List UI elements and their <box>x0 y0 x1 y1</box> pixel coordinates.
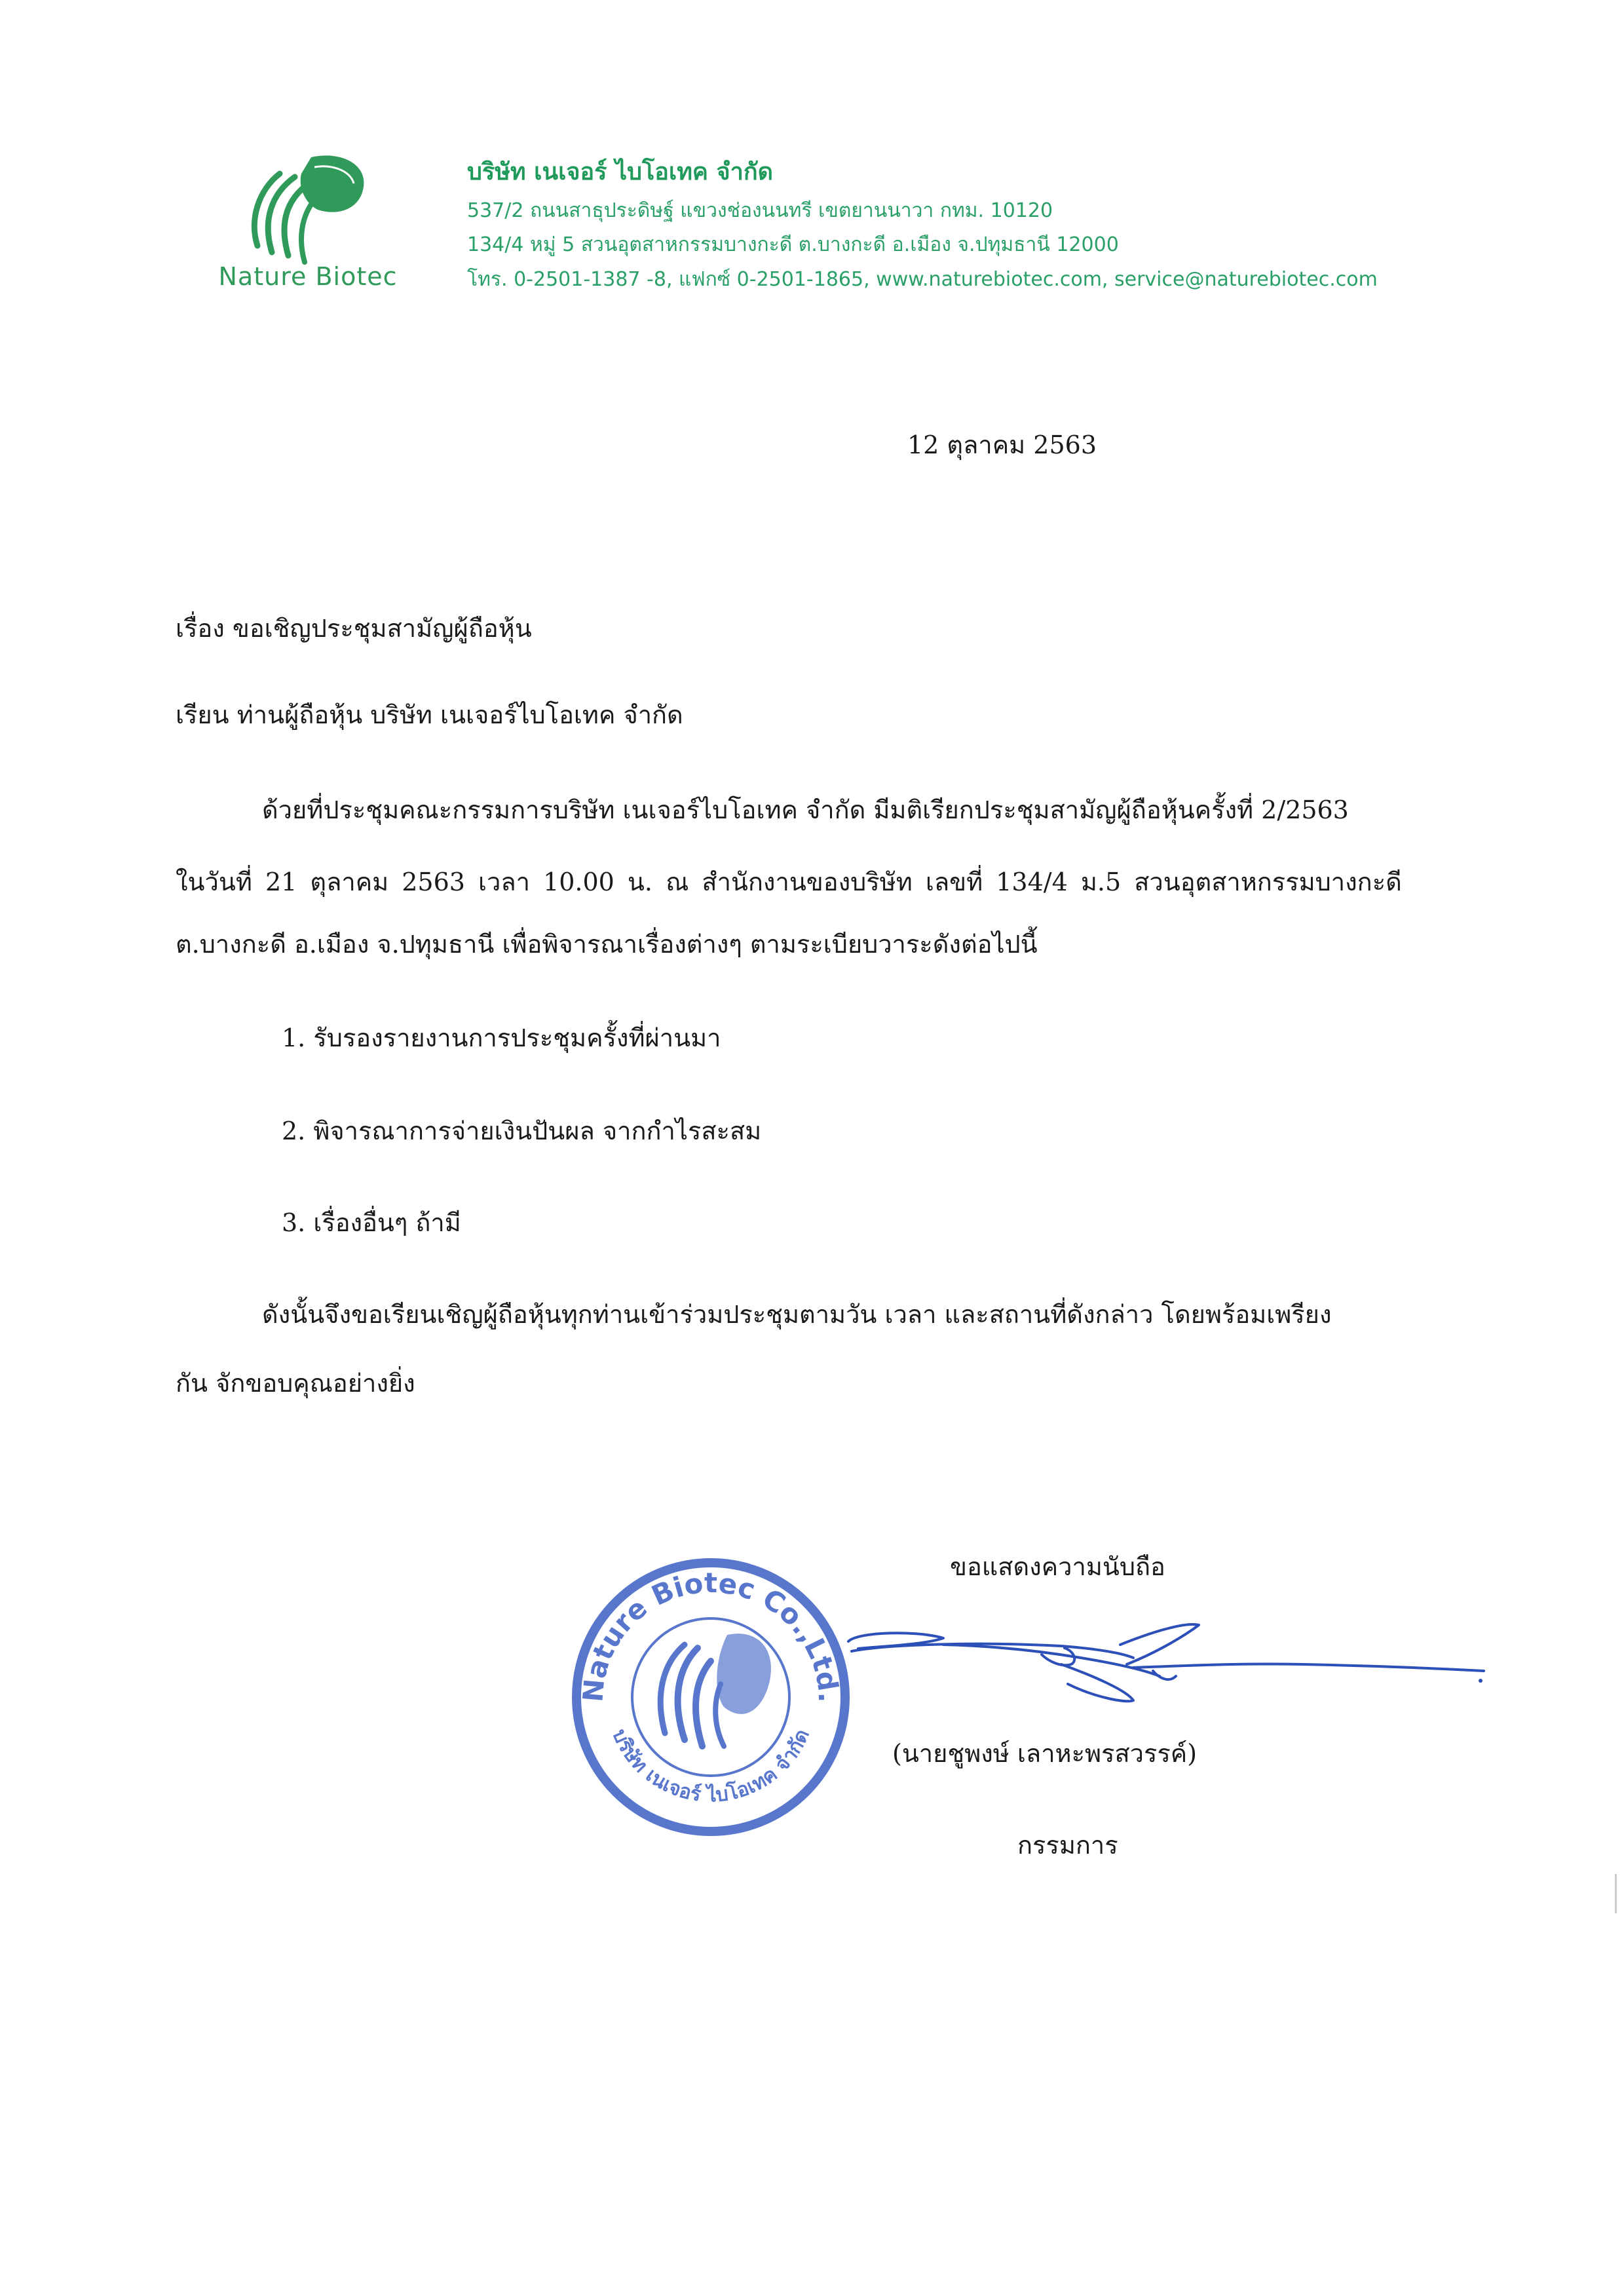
stamp-top-text: Nature Biotec Co.,Ltd. <box>576 1567 845 1704</box>
closing-phrase: ขอแสดงความนับถือ <box>950 1552 1165 1581</box>
agenda-item: 1. รับรองรายงานการประชุมครั้งที่ผ่านมา <box>282 1024 721 1052</box>
address-line-2: 134/4 หมู่ 5 สวนอุตสาหกรรมบางกะดี ต.บางกะดี อ.เมือง จ.ปทุมธานี 12000 <box>467 233 1119 256</box>
signer-name: (นายชูพงษ์ เลาหะพรสวรรค์) <box>892 1739 1198 1768</box>
svg-text:Nature Biotec Co.,Ltd. <box>576 1567 844 1703</box>
scan-edge-mark <box>1615 1874 1617 1913</box>
letter-subject: เรื่อง ขอเชิญประชุมสามัญผู้ถือหุ้น <box>176 614 532 643</box>
paragraph-1-line-2: ในวันที่ 21 ตุลาคม 2563 เวลา 10.00 น. ณ สำนักงานของบริษัท เลขที่ 134/4 ม.5 สวนอุตสาหกรรมบางกะดี <box>176 868 1402 896</box>
brand-name: Nature Biotec <box>218 262 398 291</box>
address-line-1: 537/2 ถนนสาธุประดิษฐ์ แขวงช่องนนทรี เขตยานนาวา กทม. 10120 <box>467 199 1053 222</box>
paragraph-1-line-1: ด้วยที่ประชุมคณะกรรมการบริษัท เนเจอร์ไบโอเทค จำกัด มีมติเรียกประชุมสามัญผู้ถือหุ้นครั้งที่ 2/2563 <box>262 795 1349 824</box>
stamp-bottom-text: บริษัท เนเจอร์ ไบโอเทค จำกัด <box>607 1725 814 1807</box>
letter-date: 12 ตุลาคม 2563 <box>907 430 1097 459</box>
signer-title: กรรมการ <box>1017 1831 1118 1860</box>
company-logo-icon <box>233 147 370 278</box>
handwritten-signature-icon <box>845 1605 1487 1727</box>
paragraph-2-line-2: กัน จักขอบคุณอย่างยิ่ง <box>176 1369 415 1398</box>
company-name: บริษัท เนเจอร์ ไบโอเทค จำกัด <box>467 159 774 185</box>
paragraph-1-line-3: ต.บางกะดี อ.เมือง จ.ปทุมธานี เพื่อพิจารณาเรื่องต่างๆ ตามระเบียบวาระดังต่อไปนี้ <box>176 930 1038 959</box>
letter-recipient: เรียน ท่านผู้ถือหุ้น บริษัท เนเจอร์ไบโอเทค จำกัด <box>176 700 683 729</box>
svg-text:บริษัท เนเจอร์ ไบโอเทค จำกัด <box>607 1726 814 1807</box>
paragraph-2-line-1: ดังนั้นจึงขอเรียนเชิญผู้ถือหุ้นทุกท่านเข้าร่วมประชุมตามวัน เวลา และสถานที่ดังกล่าว โดยพร้อมเพรียง <box>262 1300 1332 1329</box>
company-seal-stamp-icon <box>557 1550 865 1838</box>
contact-line: โทร. 0-2501-1387 -8, แฟกซ์ 0-2501-1865, www.naturebiotec.com, service@naturebiotec.com <box>467 268 1378 291</box>
agenda-item: 2. พิจารณาการจ่ายเงินปันผล จากกำไรสะสม <box>282 1117 762 1145</box>
agenda-item: 3. เรื่องอื่นๆ ถ้ามี <box>282 1208 461 1237</box>
